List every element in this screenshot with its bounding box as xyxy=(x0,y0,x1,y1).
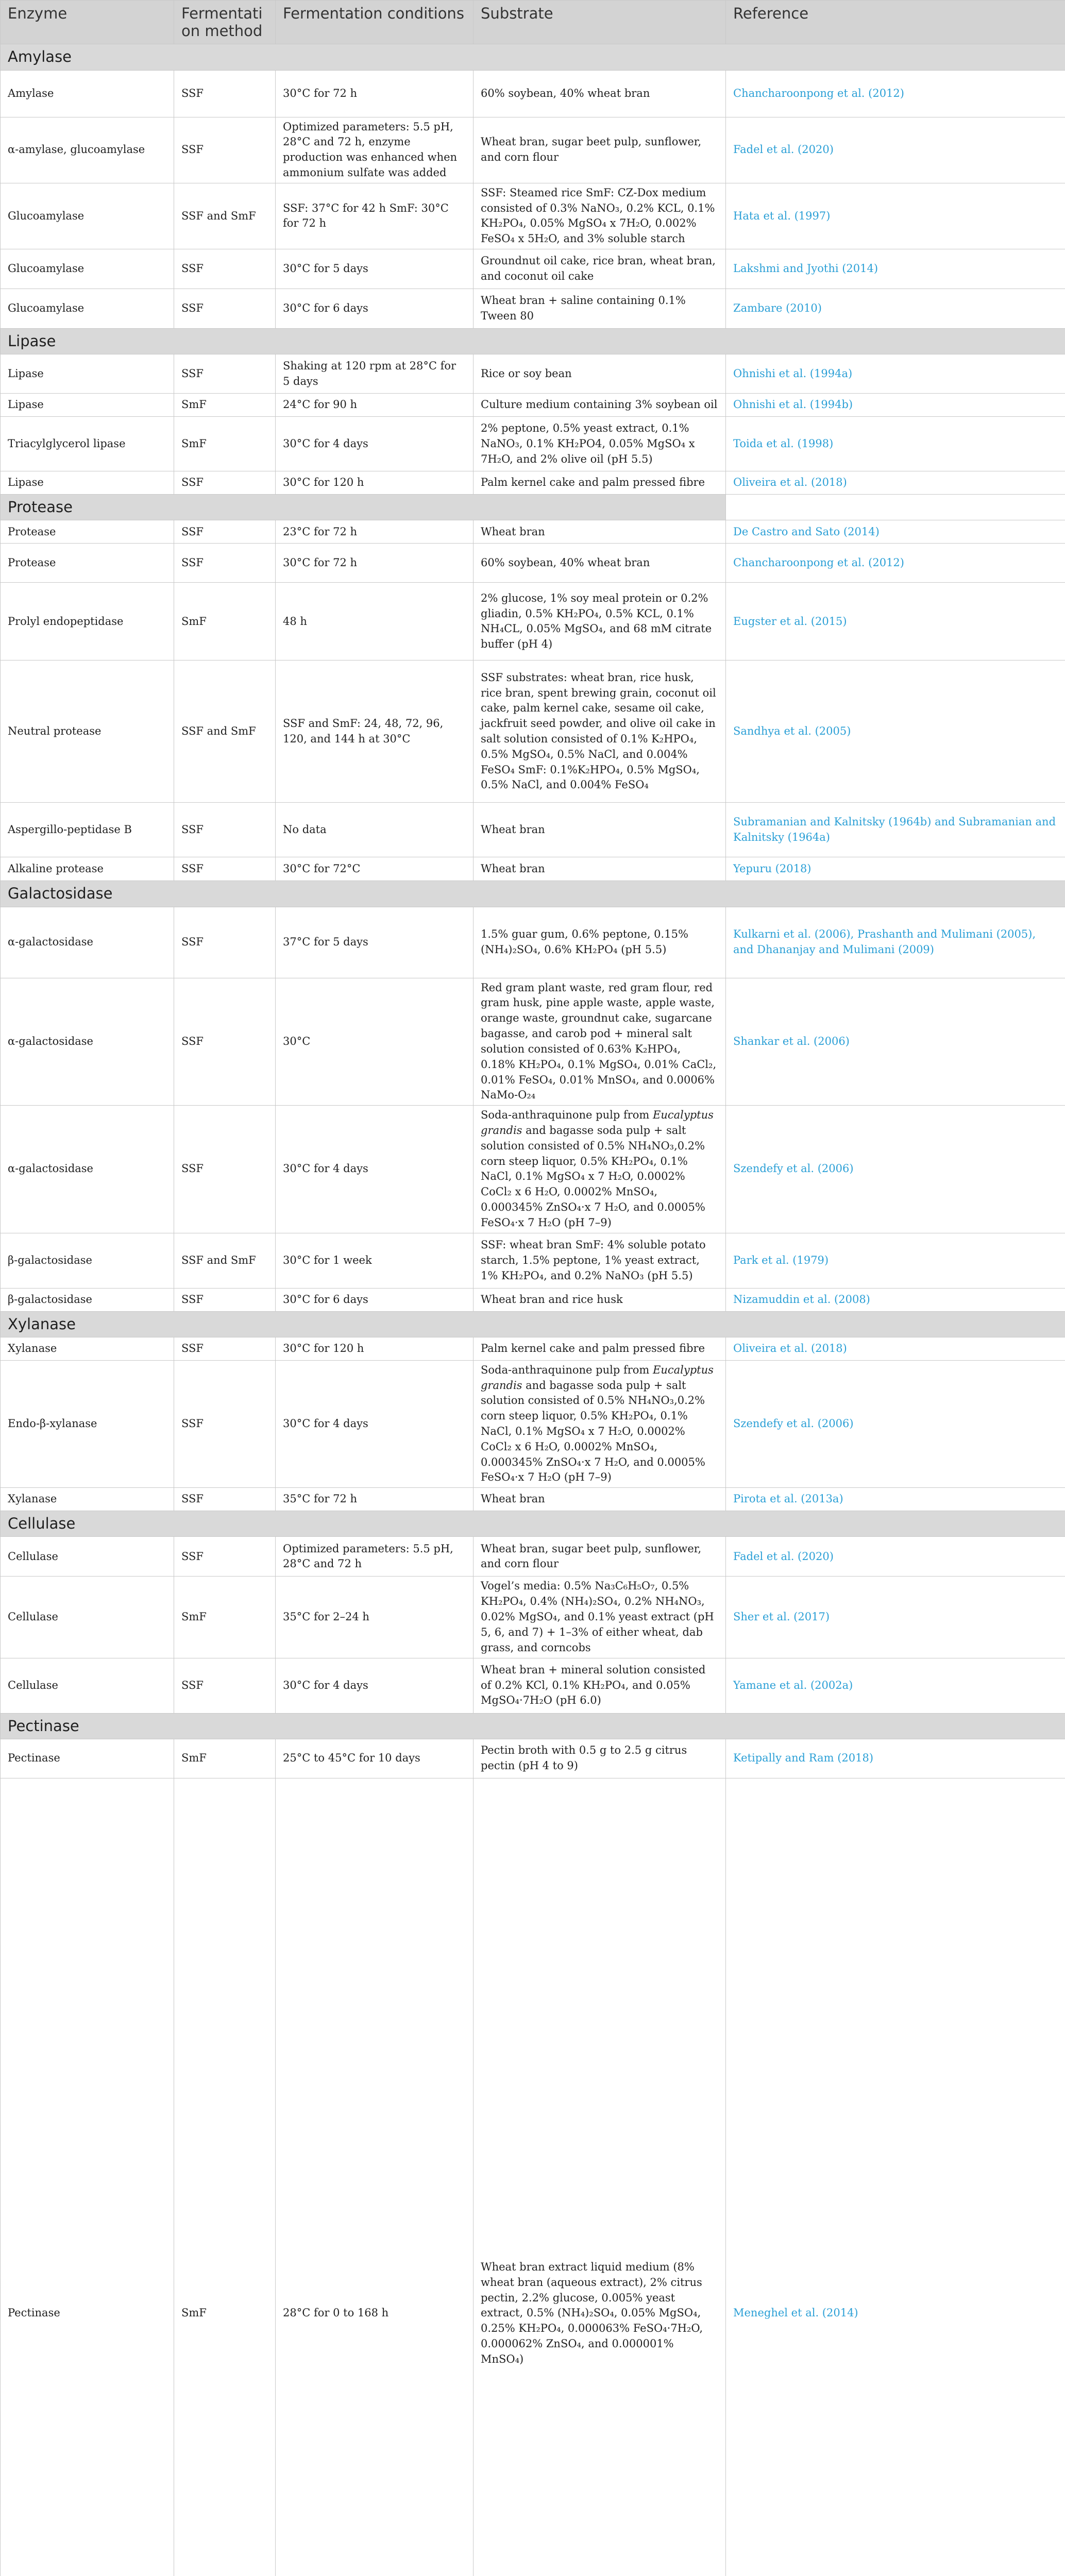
reference-link[interactable]: Chancharoonpong et al. (2012) xyxy=(726,70,1065,117)
cell-method: SSF xyxy=(174,803,276,857)
cell-substrate: Culture medium containing 3% soybean oil xyxy=(474,394,726,417)
reference-link[interactable]: Ketipally and Ram (2018) xyxy=(726,1739,1065,1778)
cell-conditions: 48 h xyxy=(276,583,474,660)
cell-substrate: Palm kernel cake and palm pressed fibre xyxy=(474,471,726,495)
cell-enzyme: Aspergillo-peptidase B xyxy=(1,803,174,857)
cell-conditions: 30°C for 120 h xyxy=(276,471,474,495)
substrate-prefix: Soda-anthraquinone pulp from xyxy=(481,1109,653,1122)
cell-method: SSF xyxy=(174,354,276,394)
cell-substrate: 1.5% guar gum, 0.6% peptone, 0.15% (NH₄)₂SO₄, 0.6% KH₂PO₄ (pH 5.5) xyxy=(474,907,726,978)
group-galactosidase: Galactosidase xyxy=(1,881,1065,907)
cell-enzyme: Lipase xyxy=(1,471,174,495)
cell-method: SmF xyxy=(174,1778,276,2576)
cell-substrate: 2% glucose, 1% soy meal protein or 0.2% gliadin, 0.5% KH₂PO₄, 0.5% KCL, 0.1% NH₄CL, 0.05% MgSO₄, and 68 mM citrate buffer (pH 4) xyxy=(474,583,726,660)
cell-method: SSF xyxy=(174,857,276,881)
table-row xyxy=(1,1106,1065,1233)
substrate-rest: and bagasse soda pulp + salt solution consisted of 0.5% NH₄NO₃,0.2% corn steep liquor, 0.5% KH₂PO₄, 0.1% NaCl, 0.1% MgSO₄ x 7 H₂O, 0.0002% CoCl₂ x 6 H₂O, 0.0002% MnSO₄, 0.000345% ZnSO₄·x 7 H₂O, and 0.0005% FeSO₄·x 7 H₂O (pH 7–9) xyxy=(481,1379,705,1484)
species-name: Eucalyptus grandis xyxy=(481,1363,714,1392)
cell-enzyme: Pectinase xyxy=(1,1778,174,2576)
cell-conditions: 30°C for 1 week xyxy=(276,1233,474,1288)
cell-conditions: 37°C for 5 days xyxy=(276,907,474,978)
cell-method: SSF and SmF xyxy=(174,660,276,803)
cell-enzyme: α-galactosidase xyxy=(1,907,174,978)
cell-enzyme: Amylase xyxy=(1,70,174,117)
cell-conditions: 25°C to 45°C for 10 days xyxy=(276,1739,474,1778)
cell-enzyme: Endo-β-xylanase xyxy=(1,1360,174,1488)
cell-method: SmF xyxy=(174,1577,276,1658)
cell-substrate: Wheat bran + mineral solution consisted of 0.2% KCl, 0.1% KH₂PO₄, and 0.05% MgSO₄·7H₂O (pH 6.0) xyxy=(474,1658,726,1713)
cell-substrate: Wheat bran + saline containing 0.1% Tween 80 xyxy=(474,289,726,329)
cell-substrate: Wheat bran, sugar beet pulp, sunflower, and corn flour xyxy=(474,1537,726,1577)
cell-conditions: 30°C xyxy=(276,978,474,1106)
cell-method: SSF xyxy=(174,520,276,544)
table-row xyxy=(1,1288,1065,1311)
table-row xyxy=(1,70,1065,117)
reference-link[interactable]: Ohnishi et al. (1994b) xyxy=(726,394,1065,417)
reference-link[interactable]: Nizamuddin et al. (2008) xyxy=(726,1288,1065,1311)
cell-method: SSF xyxy=(174,978,276,1106)
cell-method: SmF xyxy=(174,394,276,417)
table-row xyxy=(1,1360,1065,1488)
cell-enzyme: β-galactosidase xyxy=(1,1288,174,1311)
cell-conditions: SSF: 37°C for 42 h SmF: 30°C for 72 h xyxy=(276,183,474,249)
cell-substrate: Wheat bran and rice husk xyxy=(474,1288,726,1311)
group-gap xyxy=(726,495,1065,520)
cell-substrate: Wheat bran xyxy=(474,1488,726,1511)
cell-method: SSF xyxy=(174,289,276,329)
cell-conditions: 35°C for 72 h xyxy=(276,1488,474,1511)
cell-enzyme: Xylanase xyxy=(1,1488,174,1511)
cell-method: SSF xyxy=(174,1288,276,1311)
table-row xyxy=(1,289,1065,329)
cell-conditions: 30°C for 6 days xyxy=(276,1288,474,1311)
cell-enzyme: Protease xyxy=(1,544,174,583)
cell-substrate: Wheat bran xyxy=(474,803,726,857)
group-lipase: Lipase xyxy=(1,329,1065,354)
table-row xyxy=(1,471,1065,495)
reference-link[interactable]: Fadel et al. (2020) xyxy=(726,1537,1065,1577)
table-row xyxy=(1,1337,1065,1360)
cell-conditions: 30°C for 72 h xyxy=(276,70,474,117)
cell-conditions: 30°C for 72 h xyxy=(276,544,474,583)
cell-substrate: Wheat bran xyxy=(474,857,726,881)
reference-link[interactable]: Chancharoonpong et al. (2012) xyxy=(726,544,1065,583)
table-row xyxy=(1,417,1065,471)
cell-conditions: 30°C for 4 days xyxy=(276,417,474,471)
cell-conditions: 28°C for 0 to 168 h xyxy=(276,1778,474,2576)
table-row xyxy=(1,660,1065,803)
cell-enzyme: Glucoamylase xyxy=(1,289,174,329)
cell-enzyme: α-galactosidase xyxy=(1,1106,174,1233)
cell-conditions: No data xyxy=(276,803,474,857)
substrate-rest: and bagasse soda pulp + salt solution consisted of 0.5% NH₄NO₃,0.2% corn steep liquor, 0.5% KH₂PO₄, 0.1% NaCl, 0.1% MgSO₄ x 7 H₂O, 0.0002% CoCl₂ x 6 H₂O, 0.0002% MnSO₄, 0.000345% ZnSO₄·x 7 H₂O, and 0.0005% FeSO₄·x 7 H₂O (pH 7–9) xyxy=(481,1124,705,1229)
cell-enzyme: Protease xyxy=(1,520,174,544)
cell-method: SSF xyxy=(174,471,276,495)
cell-substrate: Wheat bran extract liquid medium (8% wheat bran (aqueous extract), 2% citrus pectin, 2.2% glucose, 0.005% yeast extract, 0.5% (NH₄)₂SO₄, 0.05% MgSO₄, 0.25% KH₂PO₄, 0.000063% FeSO₄·7H₂O, 0.000062% ZnSO₄, and 0.000001% MnSO₄) xyxy=(474,1778,726,2576)
cell-enzyme: Xylanase xyxy=(1,1337,174,1360)
reference-link[interactable]: Zambare (2010) xyxy=(726,289,1065,329)
species-name: Eucalyptus grandis xyxy=(481,1109,714,1137)
cell-method: SSF and SmF xyxy=(174,1233,276,1288)
group-cellulase: Cellulase xyxy=(1,1511,1065,1537)
cell-enzyme: Triacylglycerol lipase xyxy=(1,417,174,471)
header-substrate: Substrate xyxy=(474,1,726,44)
reference-link[interactable]: Yamane et al. (2002a) xyxy=(726,1658,1065,1713)
table-row xyxy=(1,1577,1065,1658)
table-row xyxy=(1,1488,1065,1511)
cell-conditions: Optimized parameters: 5.5 pH, 28°C and 72 h, enzyme production was enhanced when ammonium sulfate was added xyxy=(276,117,474,183)
table-row xyxy=(1,907,1065,978)
cell-conditions: 30°C for 4 days xyxy=(276,1360,474,1488)
cell-method: SmF xyxy=(174,583,276,660)
reference-link[interactable]: Szendefy et al. (2006) xyxy=(726,1360,1065,1488)
table-row xyxy=(1,978,1065,1106)
cell-enzyme: α-amylase, glucoamylase xyxy=(1,117,174,183)
cell-enzyme: Alkaline protease xyxy=(1,857,174,881)
cell-method: SmF xyxy=(174,417,276,471)
cell-enzyme: Prolyl endopeptidase xyxy=(1,583,174,660)
table-row xyxy=(1,544,1065,583)
cell-substrate: SSF substrates: wheat bran, rice husk, rice bran, spent brewing grain, coconut oil cake, palm kernel cake, sesame oil cake, jackfruit seed powder, and olive oil cake in salt solution consisted of 0.1% K₂HPO₄, 0.5% MgSO₄, 0.5% NaCl, and 0.004% FeSO₄ SmF: 0.1%K₂HPO₄, 0.5% MgSO₄, 0.5% NaCl, and 0.004% FeSO₄ xyxy=(474,660,726,803)
cell-substrate: Wheat bran xyxy=(474,520,726,544)
cell-enzyme: β-galactosidase xyxy=(1,1233,174,1288)
reference-link[interactable]: Yepuru (2018) xyxy=(726,857,1065,881)
reference-link[interactable]: Fadel et al. (2020) xyxy=(726,117,1065,183)
cell-method: SSF and SmF xyxy=(174,183,276,249)
header-enzyme: Enzyme xyxy=(1,1,174,44)
cell-method: SSF xyxy=(174,1537,276,1577)
cell-method: SSF xyxy=(174,907,276,978)
reference-link[interactable]: Meneghel et al. (2014) xyxy=(726,1778,1065,2576)
cell-substrate: 60% soybean, 40% wheat bran xyxy=(474,70,726,117)
cell-conditions: Optimized parameters: 5.5 pH, 28°C and 72 h xyxy=(276,1537,474,1577)
reference-link[interactable]: Sher et al. (2017) xyxy=(726,1577,1065,1658)
cell-conditions: 30°C for 72°C xyxy=(276,857,474,881)
cell-conditions: Shaking at 120 rpm at 28°C for 5 days xyxy=(276,354,474,394)
cell-conditions: 30°C for 5 days xyxy=(276,249,474,289)
cell-enzyme: Cellulase xyxy=(1,1577,174,1658)
cell-conditions: 30°C for 120 h xyxy=(276,1337,474,1360)
cell-method: SSF xyxy=(174,1360,276,1488)
table-row xyxy=(1,354,1065,394)
table-row xyxy=(1,1233,1065,1288)
table-row xyxy=(1,117,1065,183)
cell-substrate xyxy=(474,1106,726,1233)
group-pectinase: Pectinase xyxy=(1,1713,1065,1739)
cell-method: SSF xyxy=(174,117,276,183)
cell-substrate: Wheat bran, sugar beet pulp, sunflower, and corn flour xyxy=(474,117,726,183)
cell-enzyme: α-galactosidase xyxy=(1,978,174,1106)
cell-enzyme: Lipase xyxy=(1,394,174,417)
cell-method: SSF xyxy=(174,1337,276,1360)
reference-link[interactable]: Oliveira et al. (2018) xyxy=(726,471,1065,495)
cell-method: SSF xyxy=(174,544,276,583)
reference-link[interactable]: Hata et al. (1997) xyxy=(726,183,1065,249)
header-fermentation-conditions: Fermentation conditions xyxy=(276,1,474,44)
reference-link[interactable]: De Castro and Sato (2014) xyxy=(726,520,1065,544)
cell-substrate: 2% peptone, 0.5% yeast extract, 0.1% NaNO₃, 0.1% KH₂PO4, 0.05% MgSO₄ x 7H₂O, and 2% olive oil (pH 5.5) xyxy=(474,417,726,471)
table-row xyxy=(1,803,1065,857)
cell-enzyme: Neutral protease xyxy=(1,660,174,803)
reference-link[interactable]: Park et al. (1979) xyxy=(726,1233,1065,1288)
cell-enzyme: Cellulase xyxy=(1,1658,174,1713)
substrate-prefix: Soda-anthraquinone pulp from xyxy=(481,1363,653,1376)
cell-substrate: Pectin broth with 0.5 g to 2.5 g citrus pectin (pH 4 to 9) xyxy=(474,1739,726,1778)
table-row xyxy=(1,520,1065,544)
cell-conditions: 30°C for 4 days xyxy=(276,1106,474,1233)
table-row xyxy=(1,1778,1065,2576)
reference-link[interactable]: Subramanian and Kalnitsky (1964b) and Subramanian and Kalnitsky (1964a) xyxy=(726,803,1065,857)
reference-link[interactable]: Eugster et al. (2015) xyxy=(726,583,1065,660)
reference-link[interactable]: Szendefy et al. (2006) xyxy=(726,1106,1065,1233)
reference-link[interactable]: Toida et al. (1998) xyxy=(726,417,1065,471)
cell-substrate xyxy=(474,1360,726,1488)
cell-conditions: 35°C for 2–24 h xyxy=(276,1577,474,1658)
cell-method: SmF xyxy=(174,1739,276,1778)
reference-link[interactable]: Ohnishi et al. (1994a) xyxy=(726,354,1065,394)
cell-conditions: 30°C for 6 days xyxy=(276,289,474,329)
cell-conditions: SSF and SmF: 24, 48, 72, 96, 120, and 144 h at 30°C xyxy=(276,660,474,803)
cell-substrate: SSF: wheat bran SmF: 4% soluble potato starch, 1.5% peptone, 1% yeast extract, 1% KH₂PO₄, and 0.2% NaNO₃ (pH 5.5) xyxy=(474,1233,726,1288)
reference-link[interactable]: Shankar et al. (2006) xyxy=(726,978,1065,1106)
cell-substrate: Vogel’s media: 0.5% Na₃C₆H₅O₇, 0.5% KH₂PO₄, 0.4% (NH₄)₂SO₄, 0.2% NH₄NO₃, 0.02% MgSO₄, and 0.1% yeast extract (pH 5, 6, and 7) + 1–3% of either wheat, dab grass, and corncobs xyxy=(474,1577,726,1658)
cell-enzyme: Glucoamylase xyxy=(1,249,174,289)
cell-method: SSF xyxy=(174,1488,276,1511)
cell-substrate: 60% soybean, 40% wheat bran xyxy=(474,544,726,583)
cell-enzyme: Glucoamylase xyxy=(1,183,174,249)
cell-enzyme: Pectinase xyxy=(1,1739,174,1778)
cell-conditions: 23°C for 72 h xyxy=(276,520,474,544)
cell-substrate: Palm kernel cake and palm pressed fibre xyxy=(474,1337,726,1360)
reference-link[interactable]: Pirota et al. (2013a) xyxy=(726,1488,1065,1511)
table-row xyxy=(1,1537,1065,1577)
cell-substrate: Red gram plant waste, red gram flour, red gram husk, pine apple waste, apple waste, orange waste, groundnut cake, sugarcane bagasse, and carob pod + mineral salt solution consisted of 0.63% K₂HPO₄, 0.18% KH₂PO₄, 0.1% MgSO₄, 0.01% CaCl₂, 0.01% FeSO₄, 0.01% MnSO₄, and 0.0006% NaMo-O₂₄ xyxy=(474,978,726,1106)
table-row xyxy=(1,1739,1065,1778)
cell-conditions: 24°C for 90 h xyxy=(276,394,474,417)
group-amylase: Amylase xyxy=(1,44,1065,70)
group-protease: Protease xyxy=(1,495,726,520)
table-row xyxy=(1,1658,1065,1713)
reference-link[interactable]: Sandhya et al. (2005) xyxy=(726,660,1065,803)
table-row xyxy=(1,183,1065,249)
cell-conditions: 30°C for 4 days xyxy=(276,1658,474,1713)
table-row xyxy=(1,394,1065,417)
table-row xyxy=(1,857,1065,881)
reference-link[interactable]: Oliveira et al. (2018) xyxy=(726,1337,1065,1360)
cell-enzyme: Lipase xyxy=(1,354,174,394)
header-reference: Reference xyxy=(726,1,1065,44)
group-xylanase: Xylanase xyxy=(1,1311,1065,1337)
cell-substrate: Groundnut oil cake, rice bran, wheat bran, and coconut oil cake xyxy=(474,249,726,289)
reference-link[interactable]: Lakshmi and Jyothi (2014) xyxy=(726,249,1065,289)
cell-substrate: Rice or soy bean xyxy=(474,354,726,394)
cell-method: SSF xyxy=(174,70,276,117)
cell-method: SSF xyxy=(174,1658,276,1713)
table-row xyxy=(1,249,1065,289)
header-fermentation-method: Fermentation method xyxy=(174,1,276,44)
cell-method: SSF xyxy=(174,1106,276,1233)
reference-link[interactable]: Kulkarni et al. (2006), Prashanth and Mulimani (2005), and Dhananjay and Mulimani (2009) xyxy=(726,907,1065,978)
cell-method: SSF xyxy=(174,249,276,289)
cell-substrate: SSF: Steamed rice SmF: CZ-Dox medium consisted of 0.3% NaNO₃, 0.2% KCL, 0.1% KH₂PO₄, 0.05% MgSO₄ x 7H₂O, 0.002% FeSO₄ x 5H₂O, and 3% soluble starch xyxy=(474,183,726,249)
cell-enzyme: Cellulase xyxy=(1,1537,174,1577)
table-row xyxy=(1,583,1065,660)
